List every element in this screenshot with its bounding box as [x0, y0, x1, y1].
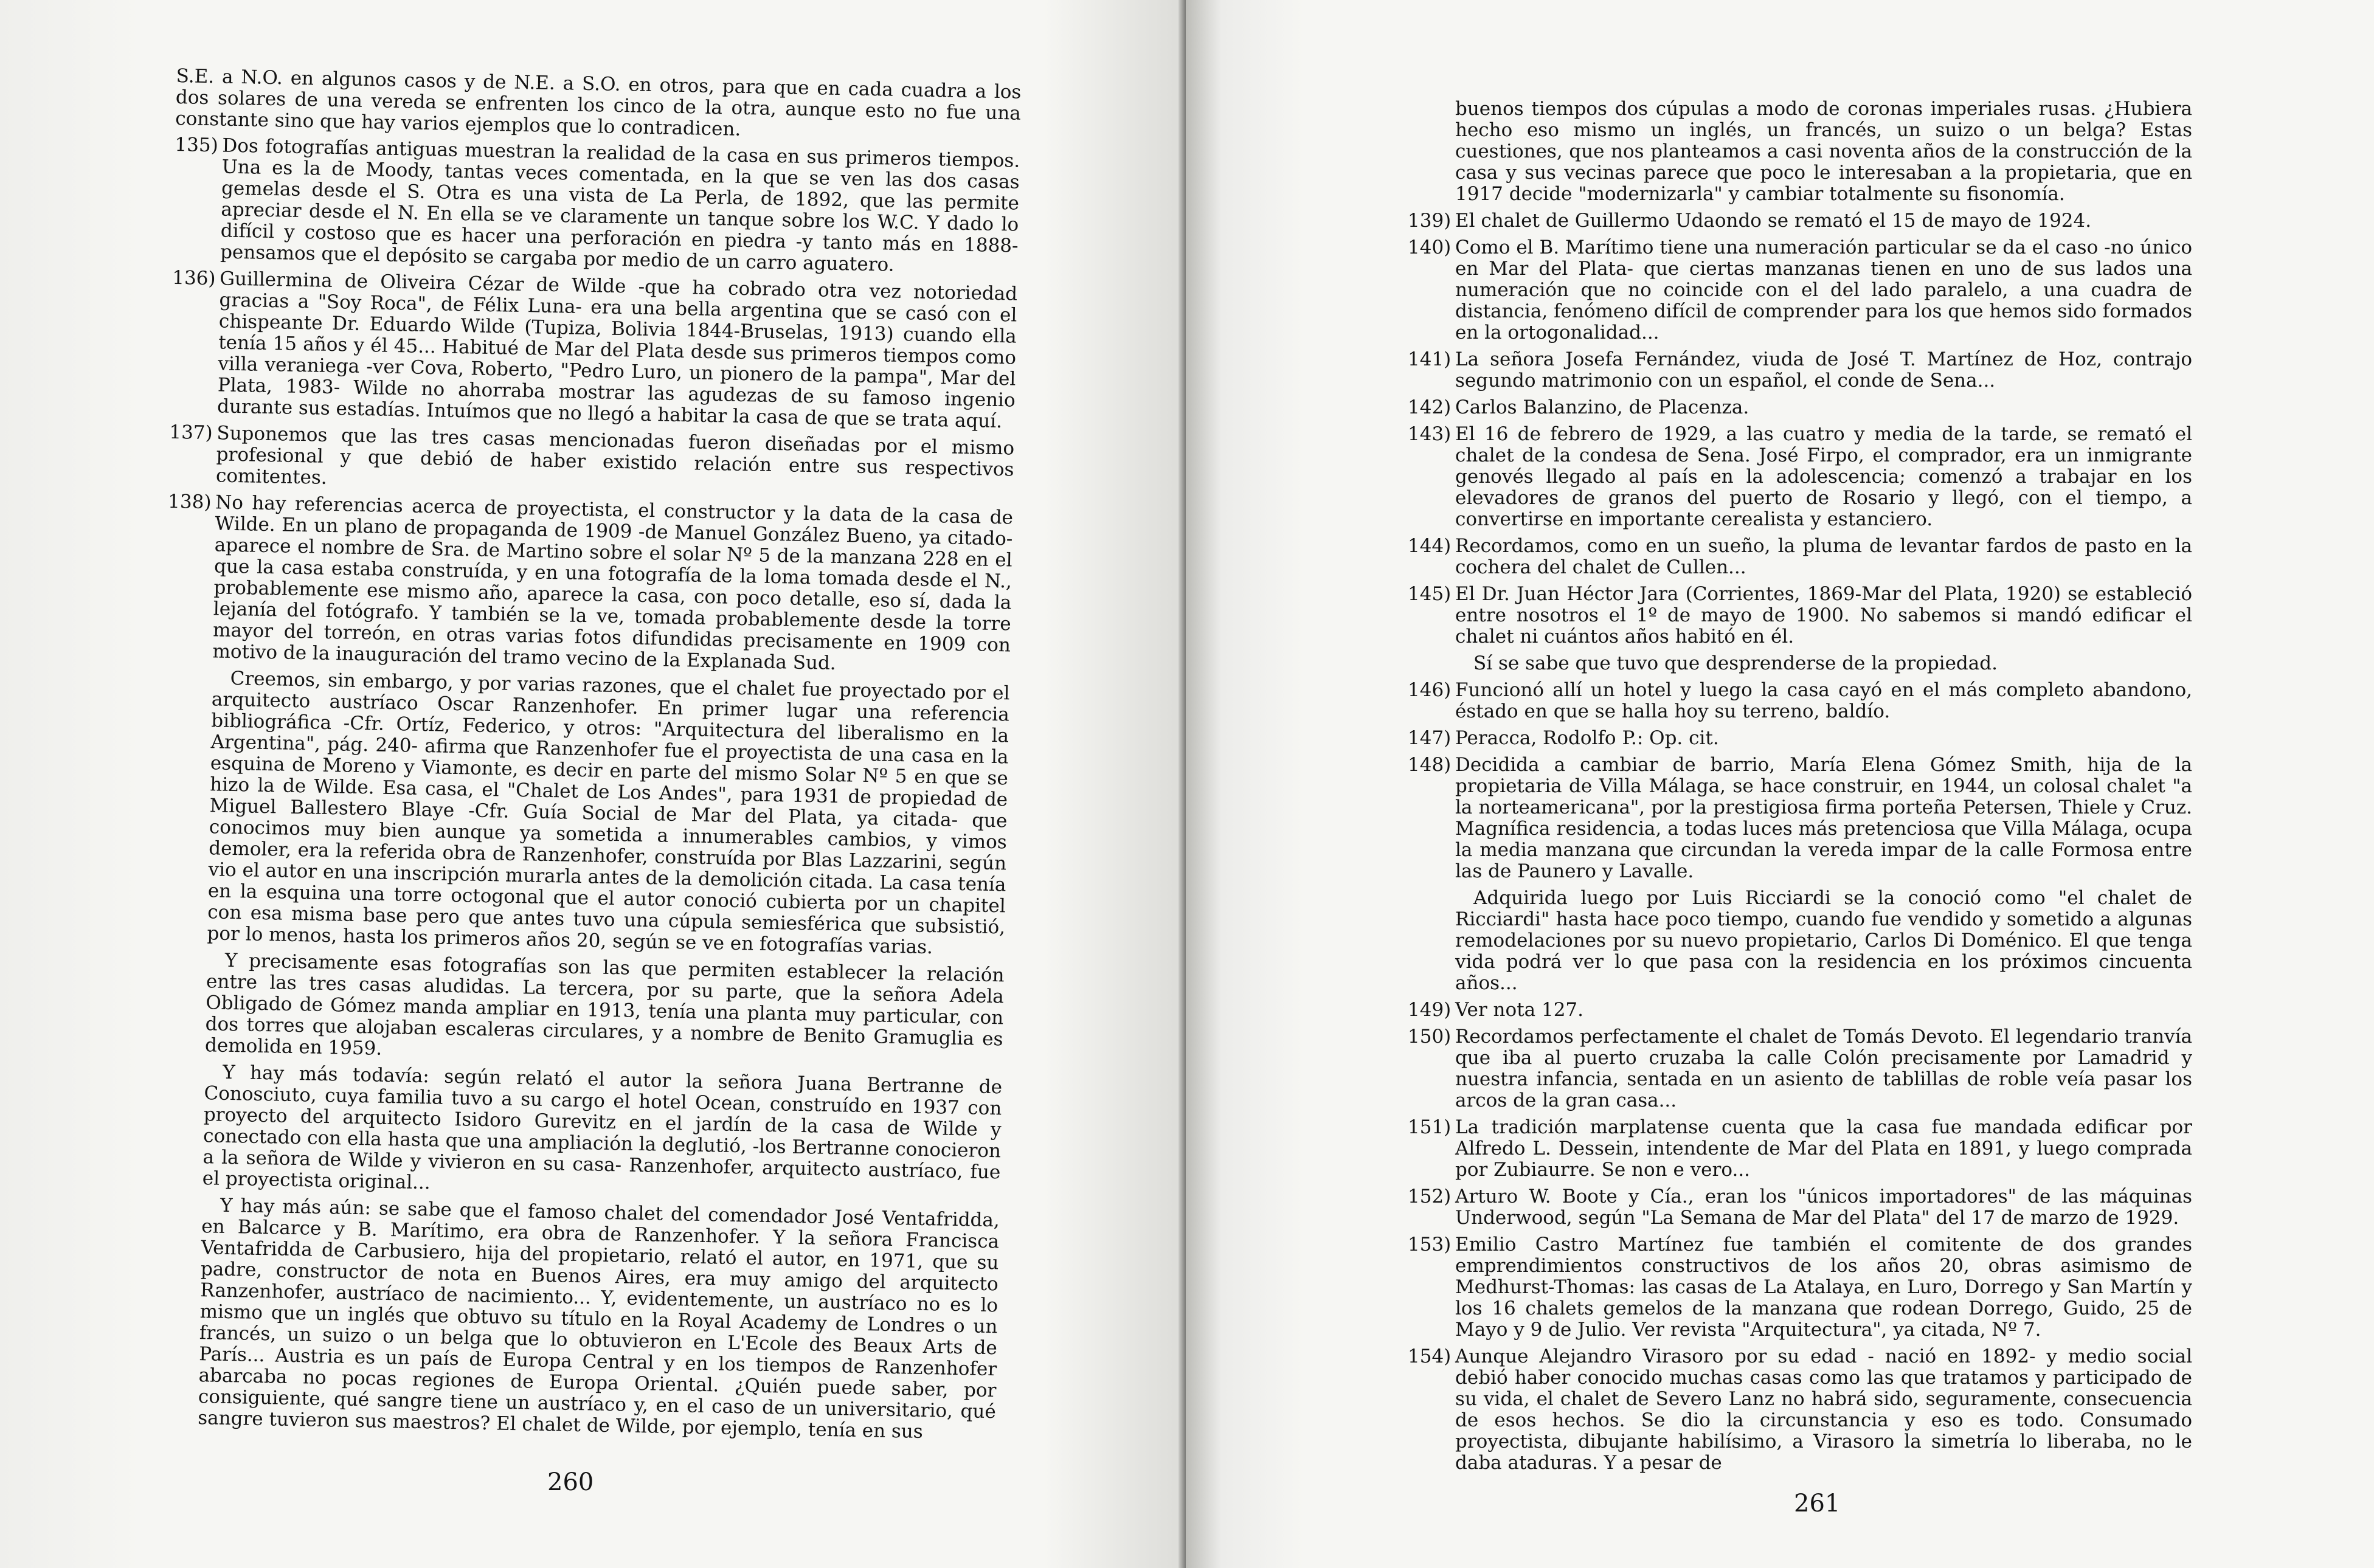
footnote-149: [1408, 1000, 2192, 1021]
footnote-text: La señora Josefa Fernández, viuda de José T. Martínez de Hoz, contrajo segundo matrimonio con un español, el conde de Sena...: [1455, 348, 2192, 392]
footnote-146: [1408, 680, 2192, 722]
footnote-text: Recordamos, como en un sueño, la pluma de levantar fardos de pasto en la cochera del chalet de Cullen...: [1455, 535, 2192, 578]
footnote-text: Dos fotografías antiguas muestran la realidad de la casa en sus primeros tiempos. Una es la de Moody, tantas veces comentada, en la que se ven las dos casas gemelas desde el S. Otra es una vista de La Perla, de 1892, que las permite apreciar desde el N. En ella se ve claramente un tanque sobre los W.C. Y dado lo difícil y costoso que es hacer una perforación en piedra -y tanto más en 1888- pensamos que el depósito se cargaba por medio de un carro aguatero.: [220, 134, 1020, 276]
footnote-151: [1408, 1117, 2192, 1181]
left-page: [0, 0, 1186, 1568]
footnote-number: 137): [169, 421, 213, 444]
footnote-143: [1408, 424, 2192, 530]
footnote-continuation: Adquirida luego por Luis Ricciardi se la conoció como "el chalet de Ricciardi" hasta hace poco tiempo, cuando fue vendido y sometido a algunas remodelaciones por su nuevo propietario, Carlos Di Doménico. El que tenga vida podrá ver lo que pasa con la residencia en los próximos cincuenta años...: [1455, 887, 2192, 994]
footnote-text: Arturo W. Boote y Cía., eran los "únicos importadores" de las máquinas Underwood, según "La Semana de Mar del Plata" del 17 de marzo de 1929.: [1455, 1186, 2192, 1229]
footnote-140: [1408, 237, 2192, 344]
footnote-number: 143): [1408, 423, 1452, 445]
footnote-text: Ver nota 127.: [1455, 999, 1584, 1021]
footnote-continuation: Creemos, sin embargo, y por varias razones, que el chalet fue proyectado por el arquitecto austríaco Oscar Ranzenhofer. En primer lugar una referencia bibliográfica -Cfr. Ortíz, Federico, y otros: "Arquitectura del liberalismo en la Argentina", pág. 240- afirma que Ranzenhofer fue el proyectista de una casa en la esquina de Moreno y Viamonte, es decir en parte del mismo Solar Nº 5 en que se hizo la de Wilde. Esa casa, el "Chalet de Los Andes", para 1931 de propiedad de Miguel Ballestero Blaye -Cfr. Guía Social de Mar del Plata, ya citada- que conocimos muy bien aunque ya sometida a innumerables cambios, y vimos demoler, era la referida obra de Ranzenhofer, construída por Blas Lazzarini, según vio el autor en una inscripción murarla antes de la demolición citada. La casa tenía en la esquina una torre octogonal que el autor conoció cubierta por un chapitel con esa misma base pero que antes tuvo una cúpula semiesférica que subsistió, por lo menos, hasta los primeros años 20, según se ve en fotografías varias.: [207, 667, 1010, 959]
footnote-137: [168, 422, 1015, 502]
footnote-141: [1408, 349, 2192, 392]
footnote-continuation: Y precisamente esas fotografías son las que permiten establecer la relación entre las tres casas aludidas. La tercera, por su parte, que la señora Adela Obligado de Gómez manda ampliar en 1913, tenía una planta muy particular, con dos torres que alojaban escaleras circulares, y a nombre de Benito Gramuglia es demolida en 1959.: [204, 949, 1005, 1060]
footnote-148: [1408, 755, 2192, 882]
footnote-number: 153): [1408, 1234, 1452, 1255]
footnote-continuation: Sí se sabe que tuvo que desprenderse de la propiedad.: [1473, 652, 1998, 674]
footnote-number: 142): [1408, 396, 1452, 418]
footnote-number: 141): [1408, 348, 1452, 370]
footnote-number: 139): [1408, 210, 1452, 232]
footnote-text: El Dr. Juan Héctor Jara (Corrientes, 1869-Mar del Plata, 1920) se estableció entre nosotros el 1º de mayo de 1900. No sabemos si mandó edificar el chalet ni cuántos años habitó en él.: [1455, 583, 2192, 648]
footnote-136: [170, 268, 1017, 433]
footnote-text: Carlos Balanzino, de Placenza.: [1455, 396, 1749, 418]
footnote-text: Suponemos que las tres casas mencionadas fueron diseñadas por el mismo profesional y que debió de haber existido relación entre sus respectivos comitentes.: [215, 422, 1015, 489]
page-number-left: 260: [547, 1468, 594, 1496]
footnote-152: [1408, 1186, 2192, 1229]
footnote-continuation: buenos tiempos dos cúpulas a modo de coronas imperiales rusas. ¿Hubiera hecho eso mismo un inglés, un francés, un suizo o un belga? Estas cuestiones, que nos planteamos a casi noventa años de la construcción de la casa y sus vecinas parece que poco le interesaban a la propietaria, que en 1917 decide "modernizarla" y cambiar totalmente su fisonomía.: [1455, 98, 2192, 205]
footnote-text: No hay referencias acerca de proyectista, el constructor y la data de la casa de Wilde. En un plano de propaganda de 1909 -de Manuel González Bueno, ya citado- aparece el nombre de Sra. de Martino sobre el solar Nº 5 de la manzana 228 en el que la casa estaba construída, y en una fotografía de la loma tomada desde el N., probablemente ese mismo año, aparece la casa, con poco detalle, eso sí, dada la lejanía del fotógrafo. Y también se la ve, tomada probablemente desde la torre mayor del torreón, en otras varias fotos difundidas precisamente en 1909 con motivo de la inauguración del tramo vecino de la Explanada Sud.: [212, 491, 1014, 675]
footnote-153: [1408, 1234, 2192, 1341]
footnote-144: [1408, 536, 2192, 578]
left-page-text: [150, 66, 1022, 1449]
footnote-145: [1408, 584, 2192, 648]
footnote-number: 135): [175, 133, 219, 157]
footnote-text: Como el B. Marítimo tiene una numeración particular se da el caso -no único en Mar del Plata- que ciertas manzanas tienen en uno de sus lados una numeración que no coincide con el del lado paralelo, a una cuadra de distancia, fenómeno difícil de comprender para los que hemos sido formados en la ortogonalidad...: [1455, 237, 2192, 344]
footnote-147: [1408, 728, 2192, 749]
right-page-text: [1408, 98, 2192, 1479]
paragraph: S.E. a N.O. en algunos casos y de N.E. a S.O. en otros, para que en cada cuadra a los dos solares de una vereda se enfrenten los cinco de la otra, aunque esto no fue una constante sino que hay varios ejemplos que lo contradicen.: [175, 65, 1022, 140]
footnote-150: [1408, 1026, 2192, 1111]
footnote-138: [165, 491, 1013, 678]
footnote-number: 138): [167, 490, 212, 514]
footnote-text: Funcionó allí un hotel y luego la casa cayó en el más completo abandono, éstado en que se halla hoy su terreno, baldío.: [1455, 679, 2192, 722]
footnote-text: Guillermina de Oliveira Cézar de Wilde -que ha cobrado otra vez notoriedad gracias a "Soy Roca", de Félix Luna- era una bella argentina que se casó con el chispeante Dr. Eduardo Wilde (Tupiza, Bolivia 1844-Bruselas, 1913) cuando ella tenía 15 años y él 45... Habitué de Mar del Plata desde sus primeros tiempos como villa veraniega -ver Cova, Roberto, "Pedro Luro, un pionero de la pampa", Mar del Plata, 1983- Wilde no ahorraba mostrar las agudezas de su famoso ingenio durante sus estadías. Intuímos que no llegó a habitar la casa de que se trata aquí.: [216, 268, 1018, 433]
footnote-continuation: Y hay más aún: se sabe que el famoso chalet del comendador José Ventafridda, en Balcarce y B. Marítimo, era obra de Ranzenhofer. Y la señora Francisca Ventafridda de Carbusiero, hija del propietario, relató el autor, en 1971, que su padre, constructor de nota en Buenos Aires, era muy amigo del arquitecto Ranzenhofer, austríaco de nacimiento... Y, evidentemente, un austríaco no es lo mismo que un inglés que obtuvo su título en la Royal Academy de Londres o un francés, un suizo o un belga que lo obtuvieron en L'Ecole des Beaux Arts de París... Austria es un país de Europa Central y en los tiempos de Ranzenhofer abarcaba no pocas regiones de Europa Oriental. ¿Quién puede saber, por consiguiente, qué sangre tiene un austríaco y, en el caso de un universitario, qué sangre tuvieron sus maestros? El chalet de Wilde, por ejemplo, tenía en sus: [197, 1194, 1000, 1443]
right-page: [1186, 0, 2374, 1568]
footnote-number: 145): [1408, 583, 1452, 605]
footnote-text: La tradición marplatense cuenta que la casa fue mandada edificar por Alfredo L. Dessein, intendente de Mar del Plata en 1891, y luego comprada por Zubiaurre. Se non e vero...: [1455, 1116, 2192, 1181]
footnote-continuation: Y hay más todavía: según relató el autor la señora Juana Bertranne de Conosciuto, cuya familia tuvo a su cargo el hotel Ocean, construído en 1937 con proyecto del arquitecto Isidoro Gurevitz en el jardín de la casa de Wilde y conectado con ella hasta que una ampliación la deglutió, -los Bertranne conocieron a la señora de Wilde y vivieron en su casa- Ranzenhofer, arquitecto austríaco, fue el proyectista original...: [202, 1061, 1003, 1194]
footnote-number: 140): [1408, 237, 1452, 258]
footnote-154: [1408, 1346, 2192, 1474]
footnote-number: 146): [1408, 679, 1452, 701]
footnote-number: 147): [1408, 727, 1452, 749]
footnote-text: El chalet de Guillermo Udaondo se remató el 15 de mayo de 1924.: [1455, 210, 2092, 232]
footnote-number: 154): [1408, 1345, 1452, 1367]
footnote-text: Aunque Alejandro Virasoro por su edad - nació en 1892- y medio social debió haber conocido muchas casas como las que tratamos y participado de su vida, el chalet de Severo Lanz no habrá sido, seguramente, consecuencia de esos hechos. Se dio la circunstancia y eso es todo. Consumado proyectista, dibujante habilísimo, a Virasoro la simetría lo liberaba, no le daba ataduras. Y a pesar de: [1455, 1345, 2192, 1474]
footnote-number: 151): [1408, 1116, 1452, 1138]
footnote-number: 152): [1408, 1186, 1452, 1207]
footnote-142: [1408, 397, 2192, 418]
footnote-text: El 16 de febrero de 1929, a las cuatro y media de la tarde, se remató el chalet de la condesa de Sena. José Firpo, el comprador, era un inmigrante genovés llegado al país en la adolescencia; comenzó a trabajar en los elevadores de granos del puerto de Rosario y llegó, con el tiempo, a convertirse en importante cerealista y estanciero.: [1455, 423, 2192, 530]
footnote-text: Decidida a cambiar de barrio, María Elena Gómez Smith, hija de la propietaria de Villa Málaga, se hace construir, en 1944, un colosal chalet "a la norteamericana", por la prestigiosa firma porteña Petersen, Thiele y Cruz. Magnífica residencia, a todas luces más pretenciosa que Villa Málaga, ocupa la media manzana que circundan la vereda impar de la calle Formosa entre las de Paunero y Lavalle.: [1455, 754, 2192, 882]
footnote-139: [1408, 210, 2192, 232]
footnote-text: Recordamos perfectamente el chalet de Tomás Devoto. El legendario tranvía que iba al puerto cruzaba la calle Colón precisamente por Lamadrid y nuestra infancia, sentada en un asiento de tablillas de roble veía pasar los arcos de la gran casa...: [1455, 1026, 2192, 1111]
footnote-number: 144): [1408, 535, 1452, 557]
footnote-number: 149): [1408, 999, 1452, 1021]
footnote-number: 148): [1408, 754, 1452, 776]
footnote-text: Peracca, Rodolfo P.: Op. cit.: [1455, 727, 1719, 749]
footnote-text: Emilio Castro Martínez fue también el comitente de dos grandes emprendimientos constructivos de los años 20, obras asimismo de Medhurst-Thomas: las casas de La Atalaya, en Luro, Dorrego y San Martín y los 16 chalets gemelos de la manzana que rodean Dorrego, Guido, 25 de Mayo y 9 de Julio. Ver revista "Arquitectura", ya citada, Nº 7.: [1455, 1234, 2192, 1341]
footnote-135: [173, 134, 1020, 278]
page-number-right: 261: [1794, 1490, 1841, 1518]
footnote-number: 150): [1408, 1026, 1452, 1048]
footnote-number: 136): [171, 266, 216, 290]
